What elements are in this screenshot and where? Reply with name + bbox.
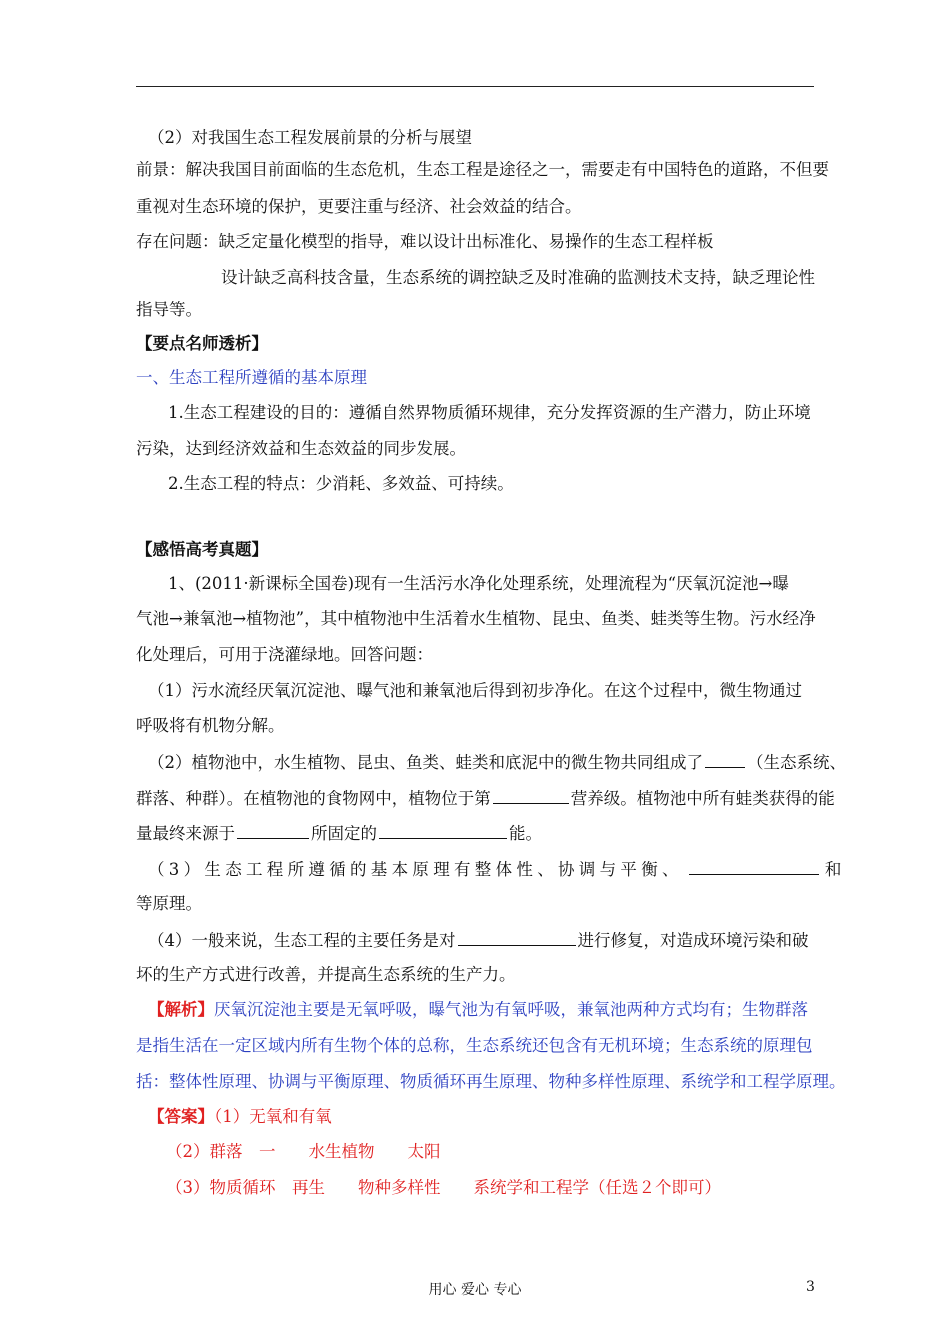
part-2: 量最终来源于 所固定的 能。 xyxy=(136,824,542,843)
exam-heading: 【感悟高考真题】 xyxy=(136,540,268,559)
answer-blank[interactable] xyxy=(493,787,569,804)
part-1: （1）污水流经厌氧沉淀池、曝气池和兼氧池后得到初步净化。在这个过程中，微生物通过 xyxy=(148,681,802,700)
analysis-paragraph: 是指生活在一定区域内所有生物个体的总称，生态系统还包含有无机环境；生态系统的原理包 xyxy=(136,1036,813,1055)
answer-3: （3）物质循环 再生 物种多样性 系统学和工程学（任选２个即可） xyxy=(166,1178,721,1197)
analysis-paragraph: 【解析】厌氧沉淀池主要是无氧呼吸，曝气池为有氧呼吸，兼氧池两种方式均有；生物群落 xyxy=(148,1000,808,1019)
answer-blank[interactable] xyxy=(705,751,745,768)
part-2: （2）植物池中，水生植物、昆虫、鱼类、蛙类和底泥中的微生物共同组成了 （生态系统、 xyxy=(148,753,846,772)
point-1: 污染，达到经济效益和生态效益的同步发展。 xyxy=(136,439,466,458)
answer-blank[interactable] xyxy=(458,929,576,946)
prospect-text: 前景：解决我国目前面临的生态危机，生态工程是途径之一，需要走有中国特色的道路，不但要 xyxy=(136,160,829,179)
part-4: （4）一般来说，生态工程的主要任务是对 进行修复，对造成环境污染和破 xyxy=(148,931,809,950)
page-number: 3 xyxy=(806,1279,815,1295)
part-1: 呼吸将有机物分解。 xyxy=(136,716,285,735)
part-2: 群落、种群）。在植物池的食物网中，植物位于第 营养级。植物池中所有蛙类获得的能 xyxy=(136,789,835,808)
part-4: 坏的生产方式进行改善，并提高生态系统的生产力。 xyxy=(136,965,516,984)
problems-text: 存在问题：缺乏定量化模型的指导，难以设计出标准化、易操作的生态工程样板 xyxy=(136,232,714,251)
analysis-label: 【解析】 xyxy=(148,1000,214,1019)
answer-blank[interactable] xyxy=(689,858,819,875)
answer-blank[interactable] xyxy=(379,822,507,839)
part-3: 等原理。 xyxy=(136,894,202,913)
answer-blank[interactable] xyxy=(237,822,309,839)
problems-text: 指导等。 xyxy=(136,300,202,319)
question-text: 1、(2011·新课标全国卷)现有一生活污水净化处理系统，处理流程为“厌氧沉淀池→曝 xyxy=(168,574,789,593)
problems-text: 设计缺乏高科技含量，生态系统的调控缺乏及时准确的监测技术支持，缺乏理论性 xyxy=(221,268,815,287)
principles-subheading: 一、生态工程所遵循的基本原理 xyxy=(136,368,367,387)
analysis-paragraph: 括：整体性原理、协调与平衡原理、物质循环再生原理、物种多样性原理、系统学和工程学原理。 xyxy=(136,1072,846,1091)
part-3: （3）生态工程所遵循的基本原理有整体性、协调与平衡、 和 xyxy=(148,860,846,879)
question-text: 气池→兼氧池→植物池”，其中植物池中生活着水生植物、昆虫、鱼类、蛙类等生物。污水经净 xyxy=(136,609,816,628)
answer-2: （2）群落 一 水生植物 太阳 xyxy=(166,1142,441,1161)
header-rule xyxy=(136,86,814,87)
section2-heading: （2）对我国生态工程发展前景的分析与展望 xyxy=(148,128,472,147)
teacher-analysis-heading: 【要点名师透析】 xyxy=(136,334,268,353)
point-2: 2.生态工程的特点：少消耗、多效益、可持续。 xyxy=(168,474,514,493)
question-text: 化处理后，可用于浇灌绿地。回答问题： xyxy=(136,645,433,664)
page-footer: 用心 爱心 专心 xyxy=(428,1282,522,1298)
prospect-text: 重视对生态环境的保护，更要注重与经济、社会效益的结合。 xyxy=(136,197,582,216)
answer-label: 【答案】 xyxy=(148,1107,214,1126)
answer-1: 【答案】（1）无氧和有氧 xyxy=(148,1107,332,1126)
point-1: 1.生态工程建设的目的：遵循自然界物质循环规律，充分发挥资源的生产潜力，防止环境 xyxy=(168,403,811,422)
